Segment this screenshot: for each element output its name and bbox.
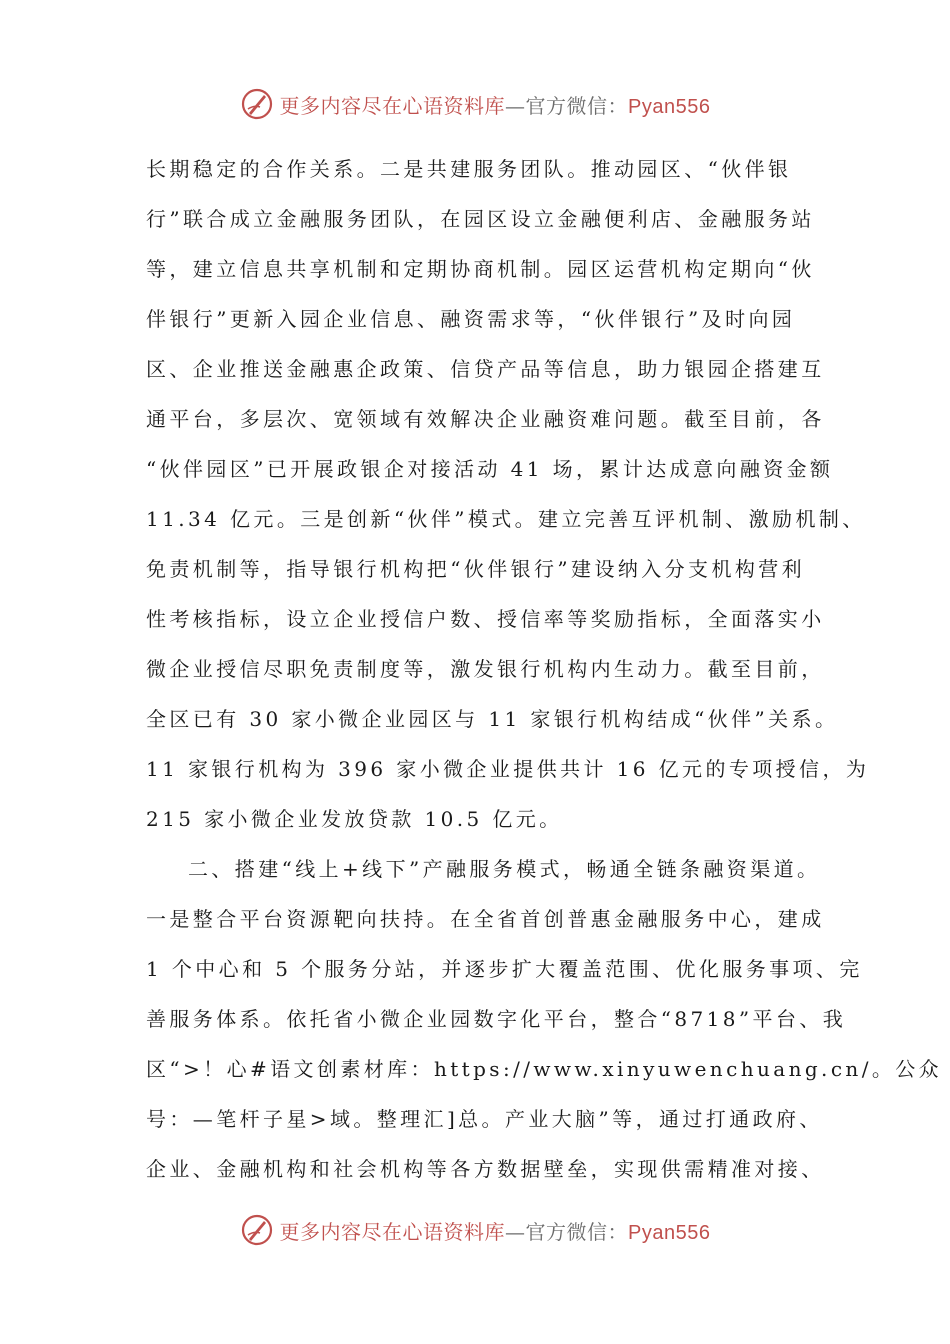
body-line: 企业、金融机构和社会机构等各方数据壁垒，实现供需精准对接、 (146, 1157, 825, 1181)
header-banner-sep: — (505, 93, 526, 118)
footer-banner-sep: — (505, 1219, 526, 1244)
body-line: 伴银行”更新入园企业信息、融资需求等，“伙伴银行”及时向园 (146, 307, 796, 331)
body-line: 行”联合成立金融服务团队，在园区设立金融便利店、金融服务站 (146, 207, 815, 231)
body-line: 11 家银行机构为 396 家小微企业提供共计 16 亿元的专项授信，为 (146, 757, 870, 781)
footer-banner-wechat-id: Pyan556 (628, 1221, 711, 1244)
body-line: 等，建立信息共享机制和定期协商机制。园区运营机构定期向“伙 (146, 257, 815, 281)
body-line: 性考核指标，设立企业授信户数、授信率等奖励指标，全面落实小 (146, 607, 825, 631)
section-heading-line: 二、搭建“线上+线下”产融服务模式，畅通全链条融资渠道。 (188, 857, 821, 881)
header-watermark-banner (0, 84, 950, 124)
footer-banner-wechat-label: 官方微信： (525, 1219, 629, 1244)
quill-logo-icon (240, 1213, 274, 1247)
body-line: 全区已有 30 家小微企业园区与 11 家银行机构结成“伙伴”关系。 (146, 707, 839, 731)
body-line: 善服务体系。依托省小微企业园数字化平台，整合“8718”平台、我 (146, 1007, 847, 1031)
body-line: 区“>！心#语文创素材库：https://www.xinyuwenchuang.cn/。公众 (146, 1057, 943, 1081)
body-line: 免责机制等，指导银行机构把“伙伴银行”建设纳入分支机构营利 (146, 557, 806, 581)
header-banner-wechat-label: 官方微信： (525, 93, 629, 118)
footer-banner-main: 更多内容尽在心语资料库 (279, 1219, 506, 1244)
body-line: 215 家小微企业发放贷款 10.5 亿元。 (146, 807, 563, 831)
body-line: 1 个中心和 5 个服务分站，并逐步扩大覆盖范围、优化服务事项、完 (146, 957, 863, 981)
body-line: 一是整合平台资源靶向扶持。在全省首创普惠金融服务中心，建成 (146, 907, 825, 931)
body-line: 区、企业推送金融惠企政策、信贷产品等信息，助力银园企搭建互 (146, 357, 825, 381)
header-banner-main: 更多内容尽在心语资料库 (279, 93, 506, 118)
footer-watermark-banner (0, 1210, 950, 1250)
header-banner-wechat-id: Pyan556 (628, 95, 711, 118)
body-line: 微企业授信尽职免责制度等，激发银行机构内生动力。截至目前， (146, 657, 825, 681)
quill-logo-icon (240, 87, 274, 121)
body-line: 11.34 亿元。三是创新“伙伴”模式。建立完善互评机制、激励机制、 (146, 507, 866, 531)
body-line: “伙伴园区”已开展政银企对接活动 41 场，累计达成意向融资金额 (146, 457, 834, 481)
body-line: 长期稳定的合作关系。二是共建服务团队。推动园区、“伙伴银 (146, 157, 792, 181)
document-body (146, 148, 943, 1198)
body-line: 通平台，多层次、宽领域有效解决企业融资难问题。截至目前，各 (146, 407, 825, 431)
body-line: 号：—笔杆子星>域。整理汇]总。产业大脑”等，通过打通政府、 (146, 1107, 823, 1131)
